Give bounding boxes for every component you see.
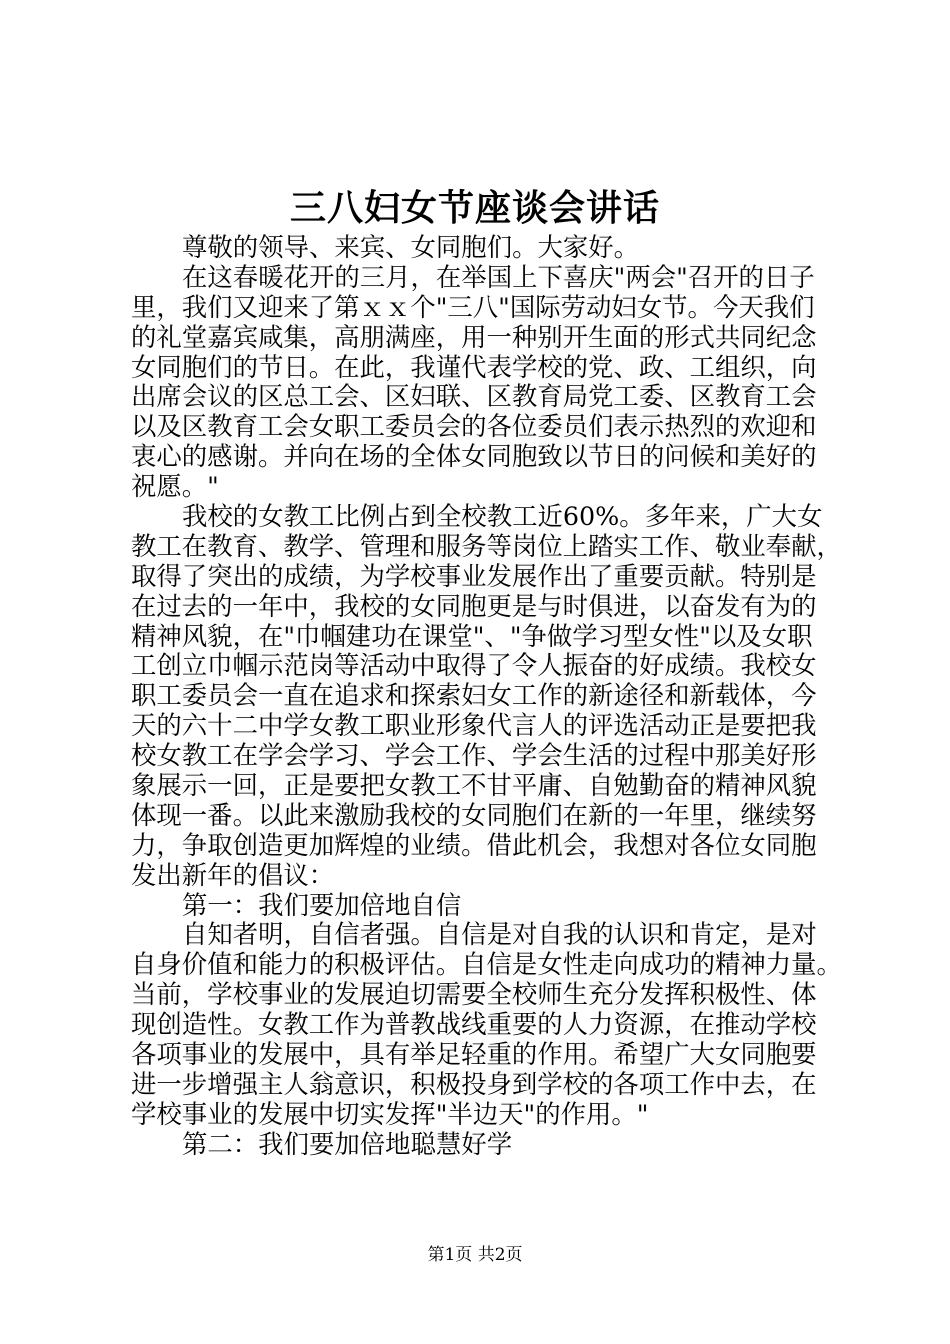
body-line: 发出新年的倡议： <box>131 859 335 890</box>
body-line: 职工委员会一直在追求和探索妇女工作的新途径和新载体，今 <box>131 680 817 711</box>
body-line: 出席会议的区总工会、区妇联、区教育局党工委、区教育工会 <box>131 381 817 412</box>
body-line: 当前，学校事业的发展迫切需要全校师生充分发挥积极性、体 <box>131 979 817 1010</box>
body-line: 进一步增强主人翁意识，积极投身到学校的各项工作中去，在 <box>131 1068 817 1099</box>
body-line: 在这春暖花开的三月，在举国上下喜庆"两会"召开的日子 <box>182 261 815 292</box>
body-line: 工创立巾帼示范岗等活动中取得了令人振奋的好成绩。我校女 <box>131 650 817 681</box>
body-line: 各项事业的发展中，具有举足轻重的作用。希望广大女同胞要 <box>131 1039 817 1070</box>
body-line: 女同胞们的节日。在此，我谨代表学校的党、政、工组织，向 <box>131 351 817 382</box>
body-line: 天的六十二中学女教工职业形象代言人的评选活动正是要把我 <box>131 710 817 741</box>
body-line: 里，我们又迎来了第ｘｘ个"三八"国际劳动妇女节。今天我们 <box>131 291 815 322</box>
body-line: 学校事业的发展中切实发挥"半边天"的作用。" <box>131 1098 649 1129</box>
body-line: 在过去的一年中，我校的女同胞更是与时俱进，以奋发有为的 <box>131 590 817 621</box>
body-line: 以及区教育工会女职工委员会的各位委员们表示热烈的欢迎和 <box>131 411 817 442</box>
body-line: 尊敬的领导、来宾、女同胞们。大家好。 <box>182 232 640 262</box>
body-line: 校女教工在学会学习、学会工作、学会生活的过程中那美好形 <box>131 740 817 771</box>
section-heading: 第二：我们要加倍地聪慧好学 <box>182 1128 513 1159</box>
body-line: 的礼堂嘉宾咸集，高朋满座，用一种别开生面的形式共同纪念 <box>131 321 817 352</box>
page-number-footer: 第1页 共2页 <box>427 1245 523 1265</box>
body-line: 我校的女教工比例占到全校教工近60%。多年来，广大女 <box>182 501 823 532</box>
body-line: 自知者明，自信者强。自信是对自我的认识和肯定，是对 <box>182 919 817 950</box>
body-line: 现创造性。女教工作为普教战线重要的人力资源，在推动学校 <box>131 1009 817 1040</box>
section-heading: 第一：我们要加倍地自信 <box>182 889 462 920</box>
body-line: 力，争取创造更加辉煌的业绩。借此机会，我想对各位女同胞 <box>131 829 817 860</box>
body-line: 教工在教育、教学、管理和服务等岗位上踏实工作、敬业奉献， <box>131 530 842 561</box>
body-line: 取得了突出的成绩，为学校事业发展作出了重要贡献。特别是 <box>131 560 817 591</box>
document-body <box>131 232 842 1160</box>
body-line: 体现一番。以此来激励我校的女同胞们在新的一年里，继续努 <box>131 799 817 830</box>
body-line: 祝愿。" <box>131 471 219 502</box>
body-line: 衷心的感谢。并向在场的全体女同胞致以节日的问候和美好的 <box>131 441 817 472</box>
body-line: 精神风貌，在"巾帼建功在课堂"、"争做学习型女性"以及女职 <box>131 620 813 651</box>
body-line: 象展示一回，正是要把女教工不甘平庸、自勉勤奋的精神风貌 <box>131 770 817 801</box>
document-title: 三八妇女节座谈会讲话 <box>289 187 660 229</box>
body-line: 自身价值和能力的积极评估。自信是女性走向成功的精神力量。 <box>131 949 842 980</box>
